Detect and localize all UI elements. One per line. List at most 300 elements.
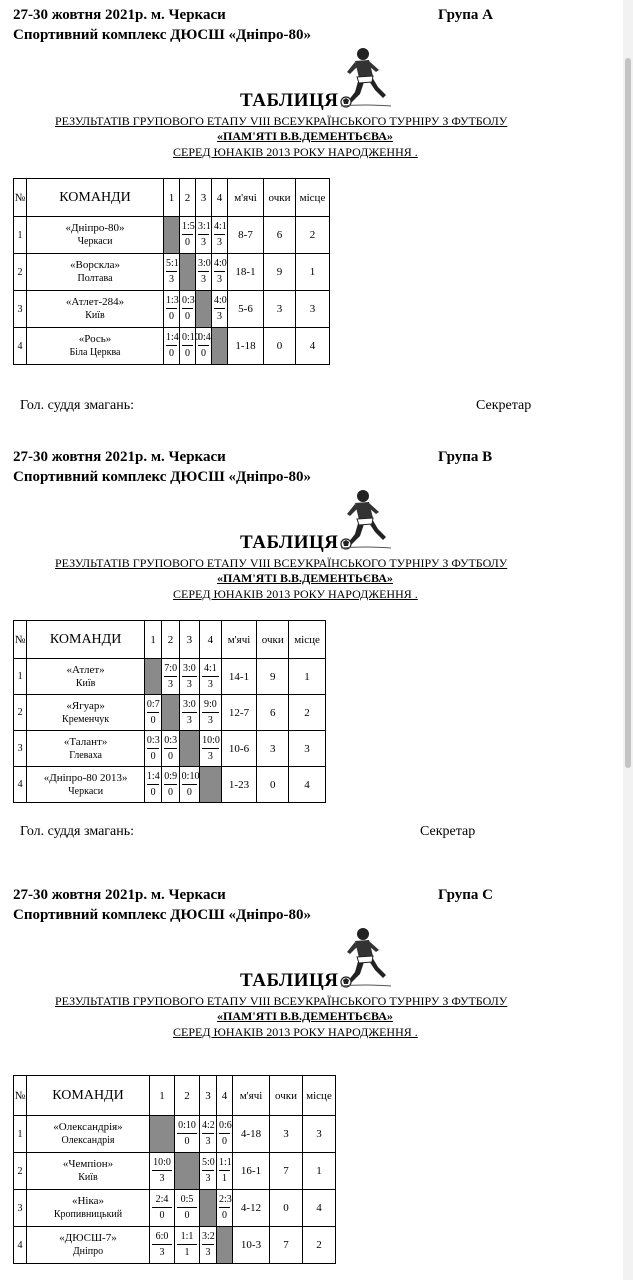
team-name: «Атлет-284» bbox=[65, 296, 125, 308]
row-number: 1 bbox=[14, 659, 27, 695]
match-score: 0:10 bbox=[182, 333, 193, 346]
match-points: 1 bbox=[184, 1247, 190, 1258]
match-result bbox=[180, 332, 200, 359]
table-title: ТАБЛИЦЯ bbox=[240, 532, 339, 553]
subtitle-line-1: РЕЗУЛЬТАТІВ ГРУПОВОГО ЕТАПУ VIII ВСЕУКРАЇНСЬКОГО ТУРНІРУ З ФУТБОЛУ bbox=[55, 114, 508, 128]
match-result-cell bbox=[150, 1227, 175, 1264]
balls-cell: 16-1 bbox=[233, 1153, 270, 1190]
header-col-1: 1 bbox=[144, 621, 161, 659]
match-result bbox=[180, 700, 199, 726]
match-score: 3:0 bbox=[198, 259, 209, 272]
match-result-cell bbox=[212, 291, 228, 328]
match-score: 2:3 bbox=[219, 1195, 230, 1208]
balls-cell: 5-6 bbox=[228, 291, 264, 328]
subtitle-line-1: РЕЗУЛЬТАТІВ ГРУПОВОГО ЕТАПУ VIII ВСЕУКРАЇНСЬКОГО ТУРНІРУ З ФУТБОЛУ bbox=[55, 994, 508, 1008]
header-col-4: 4 bbox=[200, 621, 221, 659]
header-place: місце bbox=[303, 1076, 336, 1116]
date-place: 27-30 жовтня 2021р. м. Черкаси bbox=[13, 449, 226, 465]
match-points: 0 bbox=[167, 786, 173, 798]
match-score: 7:0 bbox=[164, 664, 176, 677]
team-name: «Ворскла» bbox=[70, 259, 120, 271]
chief-judge-signature: Гол. суддя змагань: bbox=[20, 824, 135, 839]
self-match-cell bbox=[144, 659, 161, 695]
match-score: 0:3 bbox=[147, 736, 159, 749]
match-result bbox=[150, 1158, 174, 1184]
match-result-cell bbox=[144, 767, 161, 803]
row-number: 1 bbox=[14, 1116, 27, 1153]
place-cell: 2 bbox=[296, 217, 330, 254]
match-result-cell bbox=[179, 767, 199, 803]
match-score: 0:5 bbox=[177, 1195, 197, 1208]
match-points: 3 bbox=[205, 1247, 211, 1258]
points-cell: 3 bbox=[264, 291, 296, 328]
match-score: 10:0 bbox=[202, 736, 218, 749]
match-points: 0 bbox=[167, 750, 173, 762]
self-match-cell bbox=[217, 1227, 233, 1264]
group-section bbox=[0, 0, 620, 440]
match-result-cell bbox=[200, 1227, 217, 1264]
match-points: 0 bbox=[184, 1210, 190, 1221]
header-teams: КОМАНДИ bbox=[27, 1076, 150, 1116]
match-score: 5:1 bbox=[166, 259, 177, 272]
match-score: 0:4 bbox=[198, 333, 209, 346]
subtitle-line-3: СЕРЕД ЮНАКІВ 2013 РОКУ НАРОДЖЕННЯ . bbox=[173, 587, 418, 601]
match-result-cell bbox=[200, 695, 221, 731]
match-score: 0:7 bbox=[147, 700, 159, 713]
team-city: Київ bbox=[75, 677, 96, 689]
match-points: 3 bbox=[201, 274, 206, 285]
venue: Спортивний комплекс ДЮСШ «Дніпро-80» bbox=[13, 907, 312, 923]
table-row bbox=[14, 291, 330, 328]
header-place: місце bbox=[289, 621, 326, 659]
match-result bbox=[200, 736, 220, 762]
match-score: 10:0 bbox=[152, 1158, 172, 1171]
match-result bbox=[150, 1195, 174, 1221]
header-number: № bbox=[14, 1076, 27, 1116]
match-result-cell bbox=[212, 217, 228, 254]
place-cell: 4 bbox=[303, 1190, 336, 1227]
team-city: Київ bbox=[85, 310, 105, 321]
match-score: 0:3 bbox=[182, 296, 193, 309]
match-score: 2:4 bbox=[152, 1195, 172, 1208]
match-points: 0 bbox=[185, 348, 190, 359]
match-result bbox=[217, 1195, 232, 1221]
table-row bbox=[14, 1190, 336, 1227]
results-table bbox=[13, 1075, 336, 1264]
balls-cell: 8-7 bbox=[228, 217, 264, 254]
match-result-cell bbox=[164, 328, 180, 365]
match-points: 3 bbox=[217, 237, 222, 248]
match-result-cell bbox=[200, 1153, 217, 1190]
match-score: 0:9 bbox=[164, 772, 176, 785]
match-result bbox=[196, 222, 211, 248]
match-result-cell bbox=[164, 254, 180, 291]
team-city: Біла Церква bbox=[69, 347, 121, 358]
match-score: 4:0 bbox=[214, 296, 225, 309]
balls-cell: 10-6 bbox=[221, 731, 257, 767]
match-points: 3 bbox=[207, 750, 213, 762]
team-city: Кропивницький bbox=[53, 1209, 123, 1220]
match-score: 6:0 bbox=[152, 1232, 172, 1245]
results-table bbox=[13, 178, 330, 365]
football-player-logo bbox=[339, 488, 393, 550]
team-city: Дніпро bbox=[72, 1246, 104, 1257]
balls-cell: 1-23 bbox=[221, 767, 257, 803]
match-score: 0:6 bbox=[219, 1121, 230, 1134]
team-city: Кременчук bbox=[62, 713, 110, 725]
points-cell: 6 bbox=[264, 217, 296, 254]
team-cell bbox=[27, 254, 164, 291]
match-points: 3 bbox=[186, 678, 192, 690]
match-result bbox=[145, 700, 161, 726]
match-result bbox=[145, 772, 161, 798]
header-points: очки bbox=[264, 179, 296, 217]
header-place: місце bbox=[296, 179, 330, 217]
place-cell: 2 bbox=[289, 695, 326, 731]
match-result bbox=[164, 259, 179, 285]
group-section bbox=[0, 880, 620, 1280]
match-result bbox=[217, 1121, 232, 1147]
team-city: Київ bbox=[78, 1172, 98, 1183]
team-name: «Атлет» bbox=[66, 663, 105, 676]
row-number: 1 bbox=[14, 217, 27, 254]
match-score: 4:0 bbox=[214, 259, 225, 272]
table-title: ТАБЛИЦЯ bbox=[240, 970, 339, 991]
header-col-4: 4 bbox=[217, 1076, 233, 1116]
match-points: 0 bbox=[169, 311, 174, 322]
match-points: 0 bbox=[159, 1210, 165, 1221]
table-row bbox=[14, 217, 330, 254]
row-number: 2 bbox=[14, 1153, 27, 1190]
match-result-cell bbox=[217, 1190, 233, 1227]
match-points: 3 bbox=[207, 678, 213, 690]
row-number: 3 bbox=[14, 731, 27, 767]
match-result bbox=[164, 296, 179, 322]
match-result-cell bbox=[217, 1153, 233, 1190]
match-result-cell bbox=[180, 291, 196, 328]
match-result bbox=[200, 700, 220, 726]
balls-cell: 10-3 bbox=[233, 1227, 270, 1264]
match-points: 0 bbox=[184, 1136, 190, 1147]
match-points: 0 bbox=[185, 311, 190, 322]
venue: Спортивний комплекс ДЮСШ «Дніпро-80» bbox=[13, 469, 312, 485]
match-result bbox=[200, 664, 220, 690]
match-points: 0 bbox=[150, 786, 156, 798]
match-points: 3 bbox=[205, 1173, 211, 1184]
table-row bbox=[14, 1116, 336, 1153]
balls-cell: 1-18 bbox=[228, 328, 264, 365]
secretary-signature: Секретар bbox=[476, 398, 532, 413]
team-name: «Чемпіон» bbox=[62, 1158, 114, 1170]
points-cell: 7 bbox=[270, 1227, 303, 1264]
group-section bbox=[0, 442, 620, 882]
group-label: Група В bbox=[438, 449, 493, 465]
table-title: ТАБЛИЦЯ bbox=[240, 90, 339, 111]
match-score: 1:4 bbox=[147, 772, 159, 785]
balls-cell: 4-12 bbox=[233, 1190, 270, 1227]
team-cell bbox=[27, 1153, 150, 1190]
team-cell bbox=[27, 1190, 150, 1227]
match-result bbox=[196, 333, 211, 359]
place-cell: 1 bbox=[296, 254, 330, 291]
match-points: 0 bbox=[222, 1136, 227, 1147]
points-cell: 7 bbox=[270, 1153, 303, 1190]
team-name: «ДЮСШ-7» bbox=[59, 1232, 117, 1244]
match-result bbox=[180, 222, 195, 248]
match-result bbox=[175, 1232, 199, 1258]
match-points: 3 bbox=[205, 1136, 211, 1147]
match-result-cell bbox=[217, 1116, 233, 1153]
match-score: 3:1 bbox=[198, 222, 209, 235]
match-result-cell bbox=[175, 1190, 200, 1227]
match-points: 3 bbox=[169, 274, 174, 285]
match-result bbox=[200, 1232, 216, 1258]
venue: Спортивний комплекс ДЮСШ «Дніпро-80» bbox=[13, 27, 312, 43]
header-points: очки bbox=[257, 621, 289, 659]
match-points: 0 bbox=[186, 786, 192, 798]
match-result bbox=[180, 296, 195, 322]
match-points: 3 bbox=[186, 714, 192, 726]
table-row bbox=[14, 254, 330, 291]
match-result bbox=[212, 222, 227, 248]
match-result bbox=[150, 1232, 174, 1258]
match-score: 0:10 bbox=[177, 1121, 197, 1134]
team-cell bbox=[27, 217, 164, 254]
subtitle-line-1: РЕЗУЛЬТАТІВ ГРУПОВОГО ЕТАПУ VIII ВСЕУКРАЇНСЬКОГО ТУРНІРУ З ФУТБОЛУ bbox=[55, 556, 508, 570]
place-cell: 1 bbox=[303, 1153, 336, 1190]
match-score: 3:0 bbox=[182, 664, 197, 677]
match-result bbox=[162, 664, 178, 690]
row-number: 4 bbox=[14, 1227, 27, 1264]
subtitle-line-2: «ПАМ'ЯТІ В.В.ДЕМЕНТЬЄВА» bbox=[217, 129, 393, 143]
team-name: «Дніпро-80» bbox=[65, 222, 125, 234]
football-player-logo bbox=[339, 926, 393, 988]
row-number: 2 bbox=[14, 254, 27, 291]
match-result-cell bbox=[179, 695, 199, 731]
team-cell bbox=[27, 731, 145, 767]
date-place: 27-30 жовтня 2021р. м. Черкаси bbox=[13, 7, 226, 23]
self-match-cell bbox=[179, 731, 199, 767]
match-score: 3:0 bbox=[182, 700, 197, 713]
match-result bbox=[212, 296, 227, 322]
match-points: 3 bbox=[217, 311, 222, 322]
match-points: 3 bbox=[159, 1247, 165, 1258]
match-result bbox=[162, 736, 178, 762]
team-cell bbox=[27, 1227, 150, 1264]
subtitle-line-2: «ПАМ'ЯТІ В.В.ДЕМЕНТЬЄВА» bbox=[217, 1009, 393, 1023]
team-name: «Рось» bbox=[78, 333, 112, 345]
balls-cell: 12-7 bbox=[221, 695, 257, 731]
balls-cell: 18-1 bbox=[228, 254, 264, 291]
self-match-cell bbox=[150, 1116, 175, 1153]
header-points: очки bbox=[270, 1076, 303, 1116]
place-cell: 4 bbox=[296, 328, 330, 365]
match-result-cell bbox=[150, 1190, 175, 1227]
match-points: 3 bbox=[167, 678, 173, 690]
team-cell bbox=[27, 695, 145, 731]
match-score: 4:2 bbox=[202, 1121, 214, 1134]
points-cell: 6 bbox=[257, 695, 289, 731]
team-cell bbox=[27, 659, 145, 695]
self-match-cell bbox=[212, 328, 228, 365]
match-score: 0:10 bbox=[182, 772, 197, 785]
header-balls: м'ячі bbox=[233, 1076, 270, 1116]
match-score: 3:2 bbox=[202, 1232, 214, 1245]
match-result-cell bbox=[150, 1153, 175, 1190]
self-match-cell bbox=[175, 1153, 200, 1190]
row-number: 3 bbox=[14, 1190, 27, 1227]
match-result-cell bbox=[144, 731, 161, 767]
subtitle-line-2: «ПАМ'ЯТІ В.В.ДЕМЕНТЬЄВА» bbox=[217, 571, 393, 585]
match-result-cell bbox=[175, 1116, 200, 1153]
group-label: Група А bbox=[438, 7, 493, 23]
points-cell: 0 bbox=[264, 328, 296, 365]
table-row bbox=[14, 695, 326, 731]
date-place: 27-30 жовтня 2021р. м. Черкаси bbox=[13, 887, 226, 903]
match-result bbox=[200, 1121, 216, 1147]
match-result bbox=[196, 259, 211, 285]
team-name: «Талант» bbox=[63, 735, 108, 748]
row-number: 2 bbox=[14, 695, 27, 731]
match-result-cell bbox=[180, 217, 196, 254]
match-result-cell bbox=[162, 731, 179, 767]
match-result-cell bbox=[162, 659, 179, 695]
points-cell: 0 bbox=[257, 767, 289, 803]
match-points: 0 bbox=[201, 348, 206, 359]
match-result bbox=[164, 333, 179, 359]
balls-cell: 4-18 bbox=[233, 1116, 270, 1153]
header-col-1: 1 bbox=[150, 1076, 175, 1116]
points-cell: 0 bbox=[270, 1190, 303, 1227]
team-city: Черкаси bbox=[68, 785, 104, 797]
match-score: 5:0 bbox=[202, 1158, 214, 1171]
header-balls: м'ячі bbox=[228, 179, 264, 217]
balls-cell: 14-1 bbox=[221, 659, 257, 695]
row-number: 3 bbox=[14, 291, 27, 328]
header-col-2: 2 bbox=[180, 179, 196, 217]
team-name: «Олександрія» bbox=[53, 1121, 123, 1133]
match-result bbox=[162, 772, 178, 798]
team-city: Олександрія bbox=[61, 1135, 115, 1146]
match-result-cell bbox=[162, 767, 179, 803]
place-cell: 3 bbox=[296, 291, 330, 328]
match-result-cell bbox=[175, 1227, 200, 1264]
match-points: 3 bbox=[207, 714, 213, 726]
subtitle-line-3: СЕРЕД ЮНАКІВ 2013 РОКУ НАРОДЖЕННЯ . bbox=[173, 145, 418, 159]
table-row bbox=[14, 731, 326, 767]
self-match-cell bbox=[162, 695, 179, 731]
self-match-cell bbox=[200, 1190, 217, 1227]
header-col-4: 4 bbox=[212, 179, 228, 217]
header-col-2: 2 bbox=[162, 621, 179, 659]
match-score: 1:5 bbox=[182, 222, 193, 235]
team-name: «Ягуар» bbox=[66, 699, 105, 712]
match-result bbox=[145, 736, 161, 762]
points-cell: 3 bbox=[257, 731, 289, 767]
match-points: 0 bbox=[185, 237, 190, 248]
match-result bbox=[217, 1158, 232, 1184]
team-cell bbox=[27, 767, 145, 803]
football-player-logo bbox=[339, 46, 393, 108]
table-row bbox=[14, 659, 326, 695]
match-score: 1:4 bbox=[166, 333, 177, 346]
match-score: 9:0 bbox=[202, 700, 218, 713]
match-score: 1:3 bbox=[166, 296, 177, 309]
table-row bbox=[14, 1153, 336, 1190]
match-result-cell bbox=[200, 1116, 217, 1153]
match-score: 4:1 bbox=[202, 664, 218, 677]
chief-judge-signature: Гол. суддя змагань: bbox=[20, 398, 135, 413]
match-result bbox=[175, 1121, 199, 1147]
match-result-cell bbox=[196, 328, 212, 365]
header-teams: КОМАНДИ bbox=[27, 621, 145, 659]
header-col-3: 3 bbox=[200, 1076, 217, 1116]
match-points: 3 bbox=[201, 237, 206, 248]
points-cell: 3 bbox=[270, 1116, 303, 1153]
self-match-cell bbox=[196, 291, 212, 328]
header-col-3: 3 bbox=[196, 179, 212, 217]
team-name: «Ніка» bbox=[71, 1195, 105, 1207]
row-number: 4 bbox=[14, 328, 27, 365]
header-col-3: 3 bbox=[179, 621, 199, 659]
match-result-cell bbox=[179, 659, 199, 695]
team-cell bbox=[27, 1116, 150, 1153]
header-number: № bbox=[14, 621, 27, 659]
match-points: 3 bbox=[217, 274, 222, 285]
team-cell bbox=[27, 291, 164, 328]
match-score: 4:1 bbox=[214, 222, 225, 235]
group-label: Група С bbox=[438, 887, 493, 903]
match-result-cell bbox=[196, 254, 212, 291]
team-city: Полтава bbox=[77, 273, 113, 284]
table-row bbox=[14, 767, 326, 803]
match-result bbox=[175, 1195, 199, 1221]
match-result bbox=[180, 664, 199, 690]
match-result-cell bbox=[200, 731, 221, 767]
header-number: № bbox=[14, 179, 27, 217]
match-score: 0:3 bbox=[164, 736, 176, 749]
header-col-2: 2 bbox=[175, 1076, 200, 1116]
scrollbar-thumb[interactable] bbox=[625, 58, 631, 768]
subtitle-line-3: СЕРЕД ЮНАКІВ 2013 РОКУ НАРОДЖЕННЯ . bbox=[173, 1025, 418, 1039]
match-score: 1:1 bbox=[177, 1232, 197, 1245]
self-match-cell bbox=[180, 254, 196, 291]
match-result-cell bbox=[196, 217, 212, 254]
header-balls: м'ячі bbox=[221, 621, 257, 659]
match-score: 1:1 bbox=[219, 1158, 230, 1171]
team-cell bbox=[27, 328, 164, 365]
match-result-cell bbox=[212, 254, 228, 291]
team-name: «Дніпро-80 2013» bbox=[43, 771, 128, 784]
header-col-1: 1 bbox=[164, 179, 180, 217]
match-result bbox=[212, 259, 227, 285]
match-result-cell bbox=[180, 328, 200, 365]
match-points: 0 bbox=[150, 750, 156, 762]
table-row bbox=[14, 1227, 336, 1264]
place-cell: 4 bbox=[289, 767, 326, 803]
place-cell: 1 bbox=[289, 659, 326, 695]
match-points: 3 bbox=[159, 1173, 165, 1184]
table-row bbox=[14, 328, 330, 365]
row-number: 4 bbox=[14, 767, 27, 803]
results-table bbox=[13, 620, 326, 803]
place-cell: 2 bbox=[303, 1227, 336, 1264]
points-cell: 9 bbox=[264, 254, 296, 291]
scrollbar-track[interactable] bbox=[623, 0, 633, 1280]
match-points: 1 bbox=[222, 1173, 227, 1184]
self-match-cell bbox=[164, 217, 180, 254]
match-points: 0 bbox=[169, 348, 174, 359]
